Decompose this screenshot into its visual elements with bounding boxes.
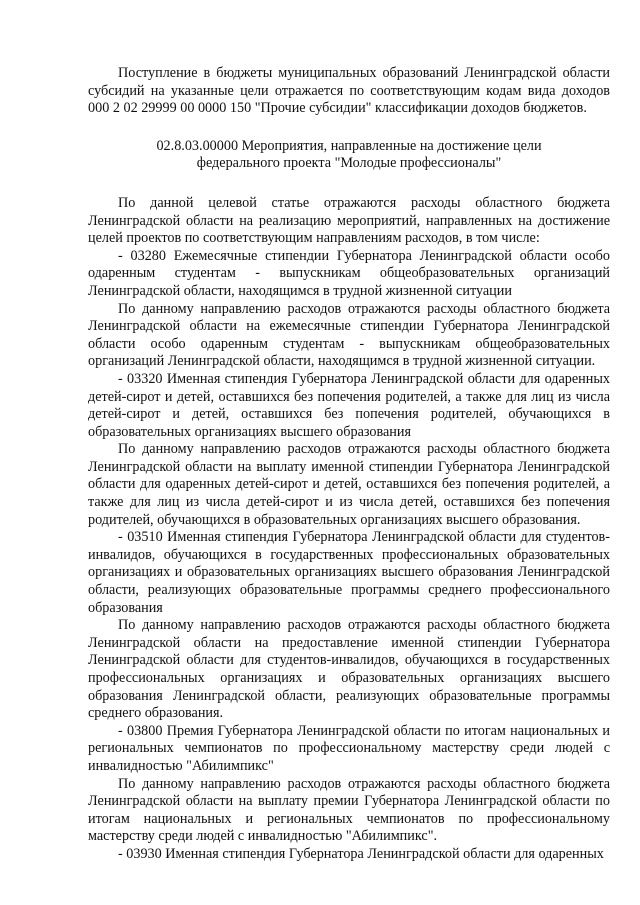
item-03280: - 03280 Ежемесячные стипендии Губернатора Ленинградской области особо одаренным студентам - выпускникам общеобразовательных организаций Ленинградской области, находящимся в трудной жизненной ситуации: [88, 247, 610, 299]
body-paragraph: По данному направлению расходов отражаются расходы областного бюджета Ленинградской области на выплату именной стипендии Губернатора Ленинградской области для одаренных детей-сирот и детей, оставшихся без попечения родителей, а также для лиц из числа детей-сирот и из числа детей, оставшихся без попечения родителей, обучающихся в образовательных организациях высшего образования.: [88, 441, 610, 528]
item-03510: - 03510 Именная стипендия Губернатора Ленинградской области для студентов-инвалидов, обучающихся в государственных профессиональных образовательных организациях и образовательных организациях высшего образования Ленинградской области, реализующих образовательные программы среднего профессионального образования: [88, 529, 610, 616]
body-paragraph: По данному направлению расходов отражаются расходы областного бюджета Ленинградской области на ежемесячные стипендии Губернатора Ленинградской области особо одаренным студентам - выпускникам общеобразовательных организаций Ленинградской области, находящимся в трудной жизненной ситуации.: [88, 300, 610, 370]
section-heading-line-2: федерального проекта "Молодые профессионалы": [196, 155, 502, 172]
intro-paragraph: Поступление в бюджеты муниципальных образований Ленинградской области субсидий на указанные цели отражается по соответствующим кодам вида доходов 000 2 02 29999 00 0000 150 "Прочие субсидии" классификации доходов бюджетов.: [88, 65, 610, 117]
body-paragraph: По данному направлению расходов отражаются расходы областного бюджета Ленинградской области на выплату премии Губернатора Ленинградской области по итогам национальных и региональных чемпионатов по профессиональному мастерству среди людей с инвалидностью "Абилимпикс".: [88, 775, 610, 845]
body-paragraph: По данной целевой статье отражаются расходы областного бюджета Ленинградской области на реализацию мероприятий, направленных на достижение целей проектов по соответствующим направлениям расходов, в том числе:: [88, 194, 610, 247]
item-03320: - 03320 Именная стипендия Губернатора Ленинградской области для одаренных детей-сирот и детей, оставшихся без попечения родителей, а также для лиц из числа детей-сирот и детей, оставшихся без попечения родителей, обучающихся в образовательных организациях высшего образования: [88, 370, 610, 440]
item-03930: - 03930 Именная стипендия Губернатора Ленинградской области для одаренных: [118, 845, 604, 862]
document-page: [88, 0, 610, 864]
section-heading-line-1: 02.8.03.00000 Мероприятия, направленные на достижение цели: [156, 137, 542, 154]
item-03800: - 03800 Премия Губернатора Ленинградской области по итогам национальных и региональных чемпионатов по профессиональному мастерству среди людей с инвалидностью "Абилимпикс": [88, 722, 610, 774]
section-heading: [88, 138, 610, 173]
body-paragraph: По данному направлению расходов отражаются расходы областного бюджета Ленинградской области на предоставление именной стипендии Губернатора Ленинградской области для студентов-инвалидов, обучающихся в государственных профессиональных организациях и образовательных организациях высшего образования Ленинградской области, реализующих образовательные программы среднего образования.: [88, 617, 610, 722]
